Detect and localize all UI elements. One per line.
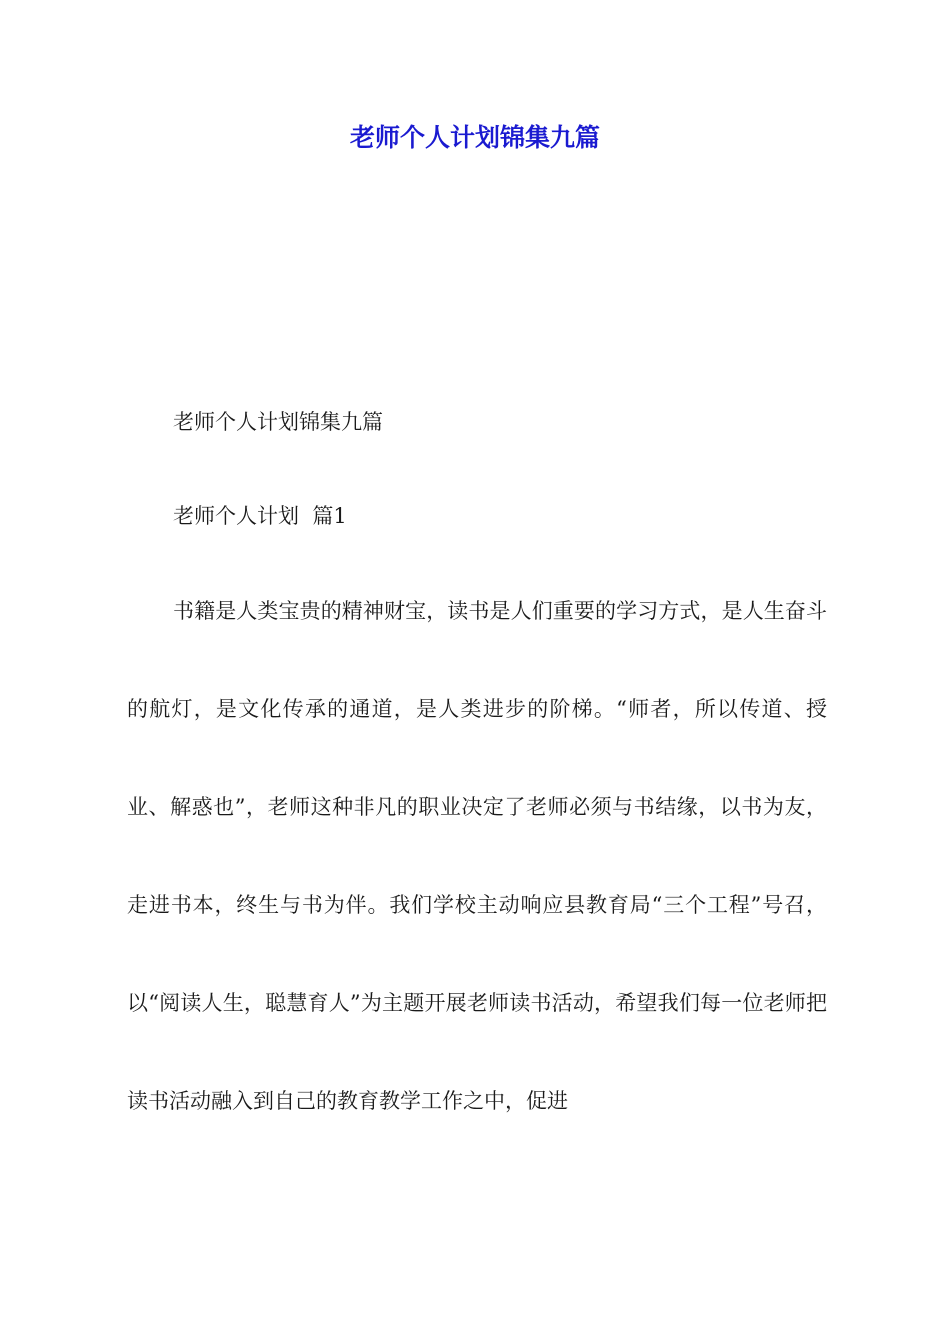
- document-title: 老师个人计划锦集九篇: [349, 123, 600, 152]
- document-subtitle: 老师个人计划锦集九篇: [173, 410, 383, 434]
- body-paragraph: 书籍是人类宝贵的精神财宝，读书是人们重要的学习方式，是人生奋斗的航灯，是文化传承的通道，是人类进步的阶梯。“师者，所以传道、授业、解惑也”，老师这种非凡的职业决定了老师必须与书结缘，以书为友，走进书本，终生与书为伴。我们学校主动响应县教育局“三个工程”号召，以“阅读人生，聪慧育人”为主题开展老师读书活动，希望我们每一位老师把读书活动融入到自己的教育教学工作之中，促进: [127, 599, 827, 1113]
- section-heading: 老师个人计划 篇1: [173, 504, 347, 528]
- document-content: [127, 398, 827, 1150]
